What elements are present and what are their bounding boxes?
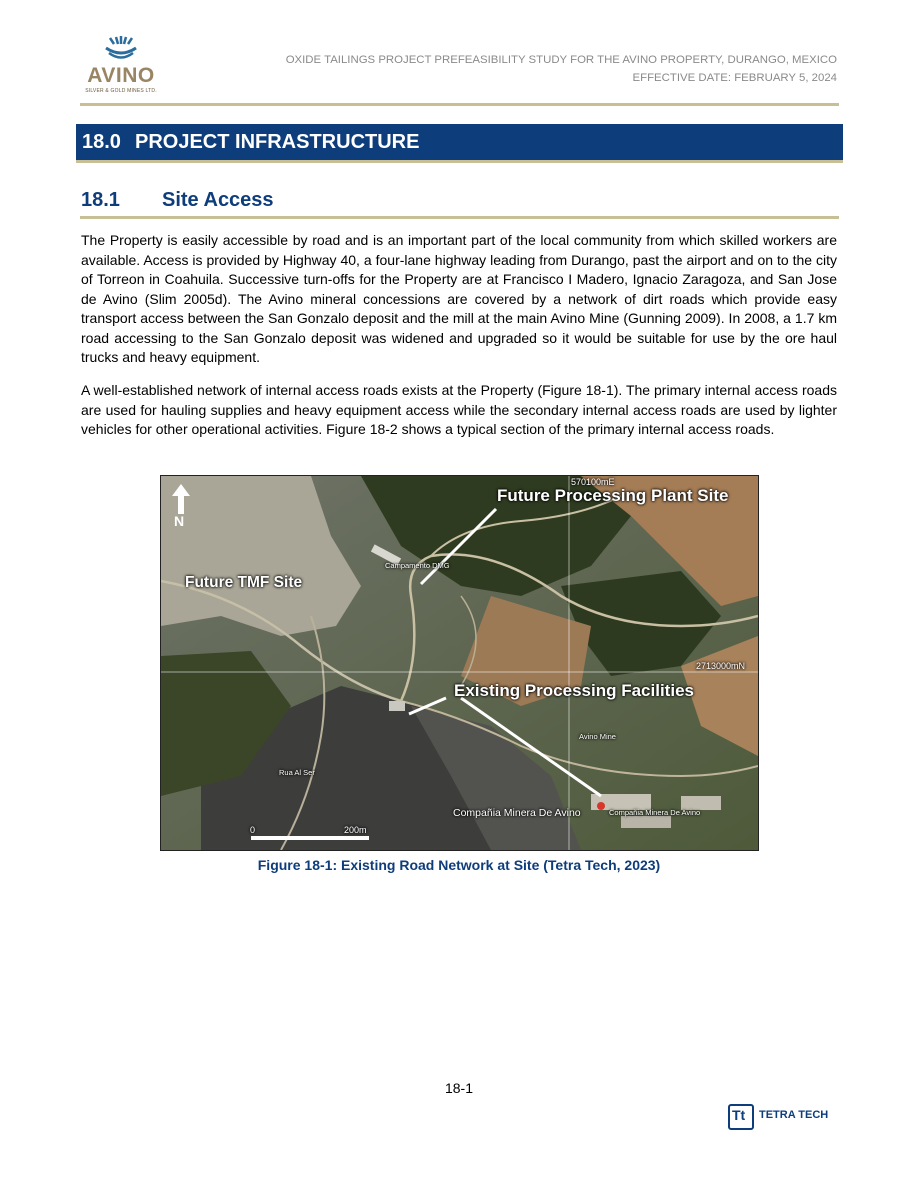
avino-logo-icon: [102, 36, 140, 64]
avino-mine-label: Avino Mine: [579, 732, 616, 741]
scale-start-label: 0: [250, 825, 256, 835]
north-arrow-icon: [172, 484, 190, 514]
avino-logo: [84, 36, 158, 98]
figure-caption: Figure 18-1: Existing Road Network at Site (Tetra Tech, 2023): [257, 857, 661, 873]
scale-end-label: 200m: [344, 825, 367, 835]
existing-facilities-label: Existing Processing Facilities: [454, 681, 694, 700]
paragraph-internal-roads: A well-established network of internal access roads exists at the Property (Figure 18-1). The primary internal access roads are used for hauling supplies and heavy equipment access while the secondary internal access roads are used by lighter vehicles for other operational activities. Figure 18-2 shows a typical section of the primary internal access roads.: [81, 382, 837, 437]
subsection-title: Site Access: [162, 189, 274, 211]
subsection-divider: [80, 216, 839, 219]
future-tmf-site-label: Future TMF Site: [185, 574, 303, 591]
section-number: 18.0: [82, 131, 121, 153]
subsection-number: 18.1: [81, 189, 120, 211]
section-title: PROJECT INFRASTRUCTURE: [135, 131, 420, 153]
northing-label: 2713000mN: [696, 661, 746, 671]
page-number: 18-1: [444, 1080, 474, 1096]
tetra-tech-wordmark: TETRA TECH: [759, 1109, 829, 1121]
tetra-tech-logo-mark: Tt: [732, 1107, 746, 1123]
header-divider: [80, 103, 839, 106]
header-effective-date: EFFECTIVE DATE: FEBRUARY 5, 2024: [632, 72, 837, 84]
logo-tagline: SILVER & GOLD MINES LTD.: [85, 88, 157, 94]
company-label: Compañia Minera De Avino: [453, 807, 581, 819]
north-label: N: [174, 513, 185, 529]
tetra-tech-logo-icon: [728, 1104, 754, 1130]
campamento-label: Campamento DMG: [385, 561, 450, 570]
section-heading: [76, 124, 843, 163]
logo-wordmark: AVINO: [87, 64, 155, 87]
road-label: Rua Al Ser: [279, 768, 315, 777]
company-label-small: Compañia Minera De Avino: [609, 808, 701, 817]
paragraph-site-access: The Property is easily accessible by road and is an important part of the local community from which skilled workers are available. Access is provided by Highway 40, a four-lane highway leading from Durango, past the airport and on to the city of Torreon in Coahuila. Successive turn-offs for the Property are at Francisco I Madero, Ignacio Zaragoza, and San Jose de Avino (Slim 2005d). The Avino mineral concessions are covered by a network of dirt roads which provide easy transport access between the San Gonzalo deposit and the mill at the main Avino Mine (Gunning 2009). In 2008, a 1.7 km road accessing to the San Gonzalo deposit was widened and upgraded so it would be suitable for use by the ore haul trucks and heavy equipment.: [81, 232, 837, 365]
subsection-heading: [81, 189, 274, 212]
easting-label: 570100mE: [571, 477, 615, 487]
future-plant-site-label: Future Processing Plant Site: [497, 486, 729, 505]
satellite-map-illustration: [161, 476, 758, 850]
site-map-image: [160, 475, 759, 851]
header-title: OXIDE TAILINGS PROJECT PREFEASIBILITY STUDY FOR THE AVINO PROPERTY, DURANGO, MEXICO: [285, 54, 837, 66]
